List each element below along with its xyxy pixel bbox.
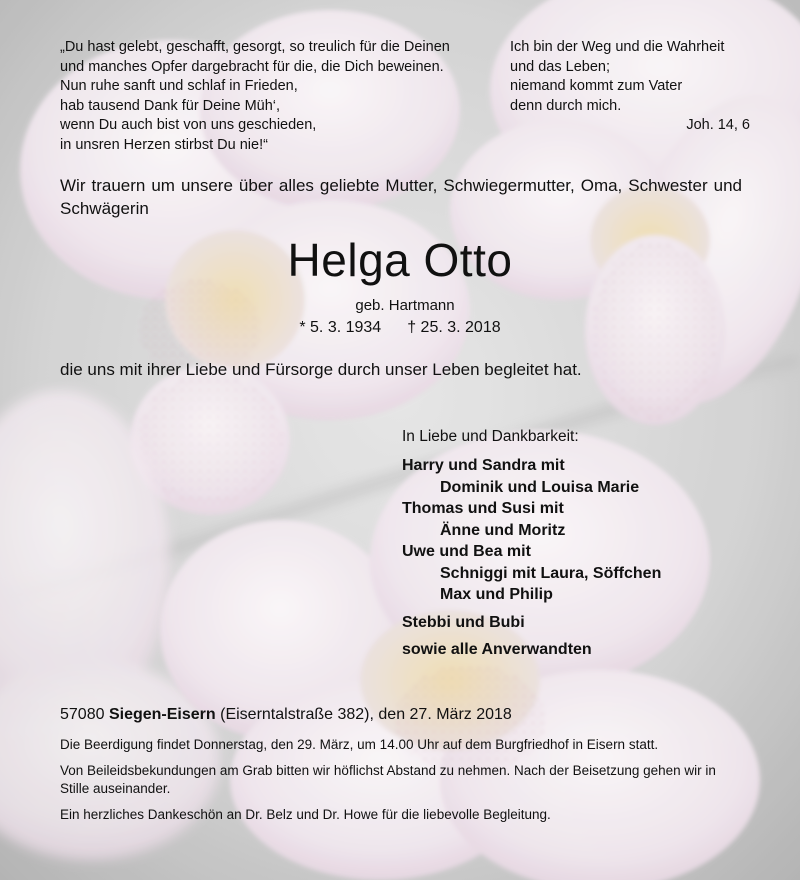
family-line: Stebbi und Bubi	[402, 613, 525, 631]
poem-line: und manches Opfer dargebracht für die, die Dich beweinen.	[60, 58, 444, 75]
thanks-heading: In Liebe und Dankbarkeit:	[402, 428, 579, 445]
condolence-note: Von Beileidsbekundungen am Grab bitten wir höflichst Abstand zu nehmen. Nach der Beisetzung gehen wir in Stille auseinander.	[60, 763, 716, 796]
city: Siegen-Eisern	[108, 706, 216, 723]
verse-line: Ich bin der Weg und die Wahrheit	[510, 39, 725, 55]
poem-line: hab tausend Dank für Deine Müh‘,	[60, 97, 281, 114]
family-line: Uwe und Bea mit	[402, 543, 531, 560]
postcode: 57080	[60, 706, 105, 723]
poem-line: wenn Du auch bist von uns geschieden,	[60, 117, 317, 134]
poem-line: „Du hast gelebt, geschafft, gesorgt, so treulich für die Deinen	[60, 39, 450, 55]
mourning-intro: Wir trauern um unsere über alles geliebte Mutter, Schwiegermutter, Oma, Schwester und Schwägerin	[60, 176, 742, 218]
verse-line: und das Leben;	[510, 58, 610, 75]
family-line: Max und Philip	[440, 586, 553, 603]
funeral-info: Die Beerdigung findet Donnerstag, den 29. März, um 14.00 Uhr auf dem Burgfriedhof in Eisern statt.	[60, 737, 659, 752]
verse-line: niemand kommt zum Vater	[510, 78, 683, 95]
family-line: Dominik und Louisa Marie	[440, 478, 640, 496]
life-dates	[0, 317, 800, 339]
poem-line: in unsren Herzen stirbst Du nie!“	[60, 136, 268, 153]
poem-line: Nun ruhe sanft und schlaf in Frieden,	[60, 78, 298, 95]
family-line: sowie alle Anverwandten	[402, 641, 592, 658]
family-line: Schniggi mit Laura, Söffchen	[440, 564, 662, 582]
bible-verse	[510, 38, 750, 136]
family-line: Änne und Moritz	[440, 521, 566, 539]
tribute-line: die uns mit ihrer Liebe und Fürsorge durch unser Leben begleitet hat.	[60, 360, 582, 379]
deceased-name: Helga Otto	[287, 234, 513, 286]
family-list	[402, 455, 762, 661]
place-and-date	[60, 704, 760, 726]
poem	[60, 38, 480, 156]
family-line: Harry und Sandra mit	[402, 457, 565, 474]
maiden-name: geb. Hartmann	[355, 297, 455, 314]
funeral-notes	[60, 736, 740, 832]
gratitude-note: Ein herzliches Dankeschön an Dr. Belz und Dr. Howe für die liebevolle Begleitung.	[60, 807, 551, 822]
verse-line: denn durch mich.	[510, 97, 622, 114]
death-date: † 25. 3. 2018	[407, 319, 501, 336]
family-line: Thomas und Susi mit	[402, 500, 564, 517]
verse-source: Joh. 14, 6	[686, 117, 750, 134]
address-date: (Eiserntalstraße 382), den 27. März 2018	[220, 706, 512, 723]
birth-date: * 5. 3. 1934	[299, 319, 382, 336]
